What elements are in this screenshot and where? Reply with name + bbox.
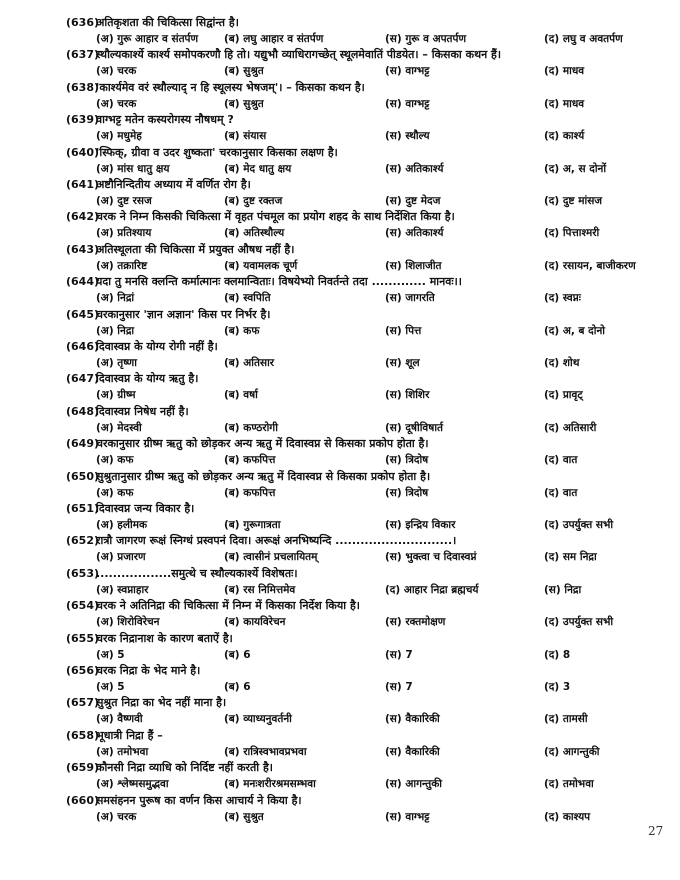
answer-option: (स) जागरति: [385, 292, 435, 305]
question-text: कौनसी निद्रा व्याधि को निर्दिष्ट नहीं करती है।: [96, 761, 273, 775]
question-line: [66, 598, 666, 614]
question-text: भूधात्री निद्रा हैं –: [96, 728, 163, 742]
answer-option: (ब) 6: [224, 681, 251, 693]
options-row: [66, 290, 666, 306]
options-row: [66, 128, 666, 144]
answer-option: (अ) चरक: [96, 810, 137, 823]
question-line: [66, 695, 666, 711]
question-line: [66, 728, 666, 744]
answer-option: (द) माधव: [544, 65, 585, 78]
question-text: रात्रौ जागरण रूक्षं स्निग्धं प्रस्वपनं दिवा। अरूक्षं अनभिष्यन्दि ............................।: [96, 534, 457, 548]
question-block: [66, 274, 666, 306]
answer-option: (ब) रस निमित्तमेव: [224, 583, 296, 596]
answer-option: (अ) तृष्णा: [96, 357, 137, 369]
options-row: [66, 809, 666, 825]
answer-option: (अ) श्लेष्मसमुद्भवा: [96, 778, 169, 791]
answer-option: (द) वात: [544, 486, 578, 499]
question-text: दिवास्वप्न के योग्य ऋतु है।: [96, 372, 199, 386]
question-line: [66, 793, 666, 809]
question-number: (637): [66, 48, 100, 62]
question-block: [66, 469, 666, 501]
options-row: [66, 452, 666, 468]
question-line: [66, 274, 666, 290]
answer-option: (ब) वर्षा: [224, 389, 258, 402]
question-text: स्थौल्यकार्श्ये कार्श्य समोपकरणौ हि तो। यद्युभौ व्याधिरागच्छेत् स्थूलमेवातिं पीडयेत। – किसका कथन हैं।: [96, 48, 502, 62]
answer-option: (द) तमोभवा: [544, 778, 594, 791]
question-block: [66, 760, 666, 792]
answer-option: (द) उपर्युक्त सभी: [544, 519, 614, 531]
question-number: (658): [66, 728, 100, 742]
question-number: (652): [66, 534, 100, 548]
question-number: (656): [66, 664, 100, 677]
answer-option: (अ) शिरोविरेचन: [96, 616, 160, 629]
question-text: 'कार्श्यमेव वरं स्थौल्याद् न हि स्थूलस्य भेषजम्'। – किसका कथन है।: [96, 80, 365, 94]
answer-option: (स) वाग्भट्ट: [385, 810, 430, 823]
answer-option: (द) तामसी: [544, 713, 588, 726]
question-number: (654): [66, 599, 100, 613]
question-number: (647): [66, 372, 100, 386]
answer-option: (ब) त्वासीनं प्रचलायितम्: [224, 551, 318, 564]
question-block: [66, 80, 666, 112]
answer-option: (स) शिलाजीत: [385, 259, 442, 272]
question-text: चरक निद्रा के भेद माने है।: [96, 664, 201, 677]
answer-option: (स) वाग्भट्ट: [385, 65, 430, 78]
question-block: [66, 533, 666, 565]
question-number: (642): [66, 210, 100, 224]
question-line: [66, 242, 666, 258]
question-block: [66, 177, 666, 209]
options-row: [66, 744, 666, 760]
answer-option: (ब) 6: [224, 648, 251, 661]
answer-option: (ब) सुश्रुत: [224, 65, 264, 78]
answer-option: (स) त्रिदोष: [385, 454, 429, 467]
answer-option: (अ) तमोभवा: [96, 745, 149, 758]
answer-option: (स) भुक्त्वा च दिवास्वप्नं: [385, 551, 477, 564]
options-row: [66, 258, 666, 274]
question-line: [66, 339, 666, 355]
question-line: [66, 663, 666, 679]
options-row: [66, 323, 666, 339]
answer-option: (द) सम निद्रा: [544, 551, 597, 564]
answer-option: (स) आगन्तुकी: [385, 778, 442, 791]
answer-option: (अ) निद्रा: [96, 324, 135, 337]
answer-option: (अ) मांस धातु क्षय: [96, 162, 170, 175]
question-block: [66, 307, 666, 339]
answer-option: (स) गुरू व अपतर्पण: [385, 33, 467, 45]
answer-option: (ब) अतिसार: [224, 357, 275, 369]
answer-option: (ब) कफ: [224, 324, 260, 337]
page-number: 27: [648, 824, 664, 838]
question-text: चरक निद्रानाश के कारण बताऐं है।: [96, 631, 233, 645]
question-text: सुश्रुतानुसार ग्रीष्म ऋतु को छोड़कर अन्य ऋतु में दिवास्वप्न से किसका प्रकोप होता है।: [96, 469, 431, 483]
options-row: [66, 776, 666, 792]
answer-option: (ब) यवामलक चूर्ण: [224, 259, 298, 272]
question-number: (655): [66, 631, 100, 645]
question-number: (641): [66, 178, 100, 191]
answer-option: (अ) चरक: [96, 97, 137, 110]
answer-option: (द) अतिसारी: [544, 421, 597, 434]
question-line: [66, 436, 666, 452]
answer-option: (अ) 5: [96, 681, 125, 693]
question-text: दिवास्वप्न निषेध नहीं है।: [96, 404, 189, 418]
question-line: [66, 209, 666, 225]
question-text: अतिस्थूलता की चिकित्सा में प्रयुक्त औषध नहीं है।: [96, 242, 295, 256]
question-line: [66, 112, 666, 128]
answer-option: (द) 8: [544, 648, 571, 661]
question-block: [66, 793, 666, 825]
options-row: [66, 193, 666, 209]
answer-option: (ब) कायविरेचन: [224, 616, 286, 629]
answer-option: (स) वाग्भट्ट: [385, 97, 430, 110]
question-line: [66, 631, 666, 647]
question-block: [66, 339, 666, 371]
question-line: [66, 404, 666, 420]
question-line: [66, 566, 666, 582]
question-block: [66, 371, 666, 403]
answer-option: (ब) संयास: [224, 130, 267, 143]
question-text: वाग्भट्ट मतेन कस्यरोगस्य नौषधम् ?: [96, 113, 234, 127]
answer-option: (अ) चरक: [96, 65, 137, 78]
question-text: 'स्फिक्, ग्रीवा व उदर शुष्कता' चरकानुसार किसका लक्षण है।: [96, 145, 338, 159]
question-block: [66, 501, 666, 533]
answer-option: (ब) कण्ठरोगी: [224, 421, 278, 434]
answer-option: (अ) तक्रारिष्ट: [96, 259, 148, 272]
question-line: [66, 47, 666, 63]
question-line: [66, 533, 666, 549]
answer-option: (द) माधव: [544, 97, 585, 110]
answer-option: (अ) मेदस्वी: [96, 421, 142, 434]
question-text: चरकानुसार 'ज्ञान अज्ञान' किस पर निर्भर है।: [96, 307, 271, 321]
question-number: (644): [66, 275, 100, 289]
question-block: [66, 15, 666, 47]
options-row: [66, 582, 666, 598]
question-number: (643): [66, 242, 100, 256]
options-row: [66, 63, 666, 79]
answer-option: (स) शूल: [385, 357, 420, 369]
question-text: चरक ने निम्न किसकी चिकित्सा में वृहत पंचमूल का प्रयोग शहद के साथ निर्देशित किया है।: [96, 210, 455, 224]
question-block: [66, 242, 666, 274]
answer-option: (द) आहार निद्रा ब्रह्मचर्य: [385, 583, 479, 596]
question-number: (646): [66, 340, 100, 353]
question-block: [66, 598, 666, 630]
answer-option: (ब) मेद धातु क्षय: [224, 162, 292, 175]
question-number: (657): [66, 696, 100, 710]
question-text: अष्टौनिन्दितीय अध्याय में वर्णित रोग है।: [96, 178, 251, 191]
answer-option: (द) अ, ब दोनो: [544, 324, 605, 337]
question-block: [66, 728, 666, 760]
options-row: [66, 614, 666, 630]
question-number: (650): [66, 469, 100, 483]
options-row: [66, 161, 666, 177]
options-row: [66, 711, 666, 727]
answer-option: (ब) मनःशरीरश्रमसम्भवा: [224, 778, 316, 791]
question-number: (660): [66, 793, 100, 807]
question-number: (638): [66, 80, 100, 94]
answer-option: (स) दूषीविषार्त: [385, 421, 444, 434]
question-block: [66, 436, 666, 468]
answer-option: (ब) गुरूगात्रता: [224, 519, 281, 531]
options-row: [66, 31, 666, 47]
question-line: [66, 177, 666, 193]
answer-option: (अ) कफ: [96, 486, 134, 499]
options-row: [66, 387, 666, 403]
answer-option: (स) त्रिदोष: [385, 486, 429, 499]
options-row: [66, 96, 666, 112]
answer-option: (ब) कफपित्त: [224, 486, 276, 499]
question-line: [66, 469, 666, 485]
question-block: [66, 695, 666, 727]
answer-option: (स) स्थौल्य: [385, 130, 430, 143]
question-line: [66, 307, 666, 323]
answer-option: (स) 7: [385, 648, 413, 661]
answer-option: (अ) निद्रां: [96, 292, 135, 305]
question-block: [66, 47, 666, 79]
answer-option: (अ) प्रजारण: [96, 551, 146, 564]
question-text: समसंहनन पुरूष का वर्णन किस आचार्य ने किया है।: [96, 793, 302, 807]
options-row: [66, 355, 666, 371]
answer-option: (ब) स्वपिति: [224, 292, 271, 305]
answer-option: (स) इन्द्रिय विकार: [385, 519, 456, 531]
answer-option: (स) 7: [385, 681, 413, 693]
answer-option: (अ) वैष्णवी: [96, 713, 143, 726]
question-block: [66, 404, 666, 436]
question-line: [66, 145, 666, 161]
answer-option: (स) वैकारिकी: [385, 713, 440, 726]
answer-option: (द) स्वप्नः: [544, 292, 581, 305]
question-block: [66, 663, 666, 695]
answer-option: (अ) कफ: [96, 454, 134, 467]
answer-option: (अ) ग्रीष्म: [96, 389, 136, 402]
answer-option: (स) पित्त: [385, 324, 422, 337]
question-line: [66, 501, 666, 517]
question-text: ..................समुत्थे च स्थौल्यकार्श्ये विशेषतः।: [96, 566, 298, 580]
question-number: (659): [66, 761, 100, 775]
options-row: [66, 485, 666, 501]
question-number: (639): [66, 113, 100, 127]
answer-option: (स) वैकारिकी: [385, 745, 440, 758]
question-number: (651): [66, 502, 100, 515]
question-block: [66, 566, 666, 598]
question-text: चरक ने अतिनिद्रा की चिकित्सा में निम्न में किसका निर्देश किया है।: [96, 599, 360, 613]
answer-option: (द) दुष्ट मांसज: [544, 195, 603, 207]
question-line: [66, 760, 666, 776]
answer-option: (अ) स्वप्नाहार: [96, 583, 149, 596]
answer-option: (द) 3: [544, 681, 571, 693]
options-row: [66, 420, 666, 436]
answer-option: (स) निद्रा: [544, 583, 582, 596]
answer-option: (अ) हलीमक: [96, 519, 148, 531]
answer-option: (ब) रात्रिस्वभावप्रभवा: [224, 745, 307, 758]
options-row: [66, 679, 666, 695]
answer-option: (द) प्रावृट्: [544, 389, 583, 402]
answer-option: (स) शिशिर: [385, 389, 430, 402]
answer-option: (ब) व्याध्यनुवर्तनी: [224, 713, 292, 726]
question-block: [66, 145, 666, 177]
question-line: [66, 80, 666, 96]
question-number: (648): [66, 404, 100, 418]
options-row: [66, 517, 666, 533]
answer-option: (स) अतिकार्श्य: [385, 227, 444, 240]
question-block: [66, 112, 666, 144]
question-number: (645): [66, 307, 100, 321]
question-text: यदा तु मनसि क्लन्ति कर्मात्मानः क्लमान्विताः। विषयेभ्यो निवर्तन्ते तदा ............. मानवः।।: [96, 275, 462, 289]
question-text: सुश्रुत निद्रा का भेद नहीं माना है।: [96, 696, 227, 710]
question-text: चरकानुसार ग्रीष्म ऋतु को छोड़कर अन्य ऋतु में दिवास्वप्न से किसका प्रकोप होता है।: [96, 437, 429, 451]
answer-option: (द) रसायन, बाजीकरण: [544, 259, 636, 272]
answer-option: (द) वात: [544, 454, 578, 467]
options-row: [66, 647, 666, 663]
answer-option: (ब) सुश्रुत: [224, 810, 264, 823]
answer-option: (द) शोथ: [544, 357, 580, 369]
answer-option: (द) कार्श्य: [544, 130, 585, 143]
question-block: [66, 209, 666, 241]
answer-option: (स) रक्तमोक्षण: [385, 616, 446, 629]
question-number: (640): [66, 145, 100, 159]
options-row: [66, 549, 666, 565]
answer-option: (द) लघु व अवतर्पण: [544, 33, 623, 45]
question-text: दिवास्वप्न के योग्य रोगी नहीं है।: [96, 340, 218, 353]
answer-option: (द) पित्ताश्मरी: [544, 227, 600, 240]
options-row: [66, 225, 666, 241]
answer-option: (स) दुष्ट मेदज: [385, 195, 441, 207]
answer-option: (ब) दुष्ट रक्तज: [224, 195, 283, 207]
question-number: (653): [66, 566, 100, 580]
answer-option: (द) आगन्तुकी: [544, 745, 600, 758]
question-text: अतिकृशता की चिकित्सा सिद्वांन्त है।: [96, 16, 239, 29]
answer-option: (द) अ, स दोनों: [544, 162, 607, 175]
answer-option: (अ) गुरू आहार व संतर्पण: [96, 33, 199, 45]
answer-option: (अ) दुष्ट रसज: [96, 195, 152, 207]
answer-option: (ब) कफपित्त: [224, 454, 276, 467]
question-number: (649): [66, 437, 100, 451]
answer-option: (द) काश्यप: [544, 810, 591, 823]
answer-option: (ब) लघु आहार व संतर्पण: [224, 33, 324, 45]
answer-option: (अ) प्रतिश्याय: [96, 227, 152, 240]
question-block: [66, 631, 666, 663]
question-line: [66, 15, 666, 31]
question-number: (636): [66, 16, 100, 29]
answer-option: (अ) मधुमेह: [96, 130, 142, 143]
answer-option: (ब) अतिस्थौल्य: [224, 227, 285, 240]
answer-option: (अ) 5: [96, 648, 125, 661]
answer-option: (द) उपर्युक्त सभी: [544, 616, 614, 629]
question-line: [66, 371, 666, 387]
answer-option: (ब) सुश्रुत: [224, 97, 264, 110]
answer-option: (स) अतिकार्श्य: [385, 162, 444, 175]
question-text: दिवास्वप्न जन्य विकार है।: [96, 502, 195, 515]
